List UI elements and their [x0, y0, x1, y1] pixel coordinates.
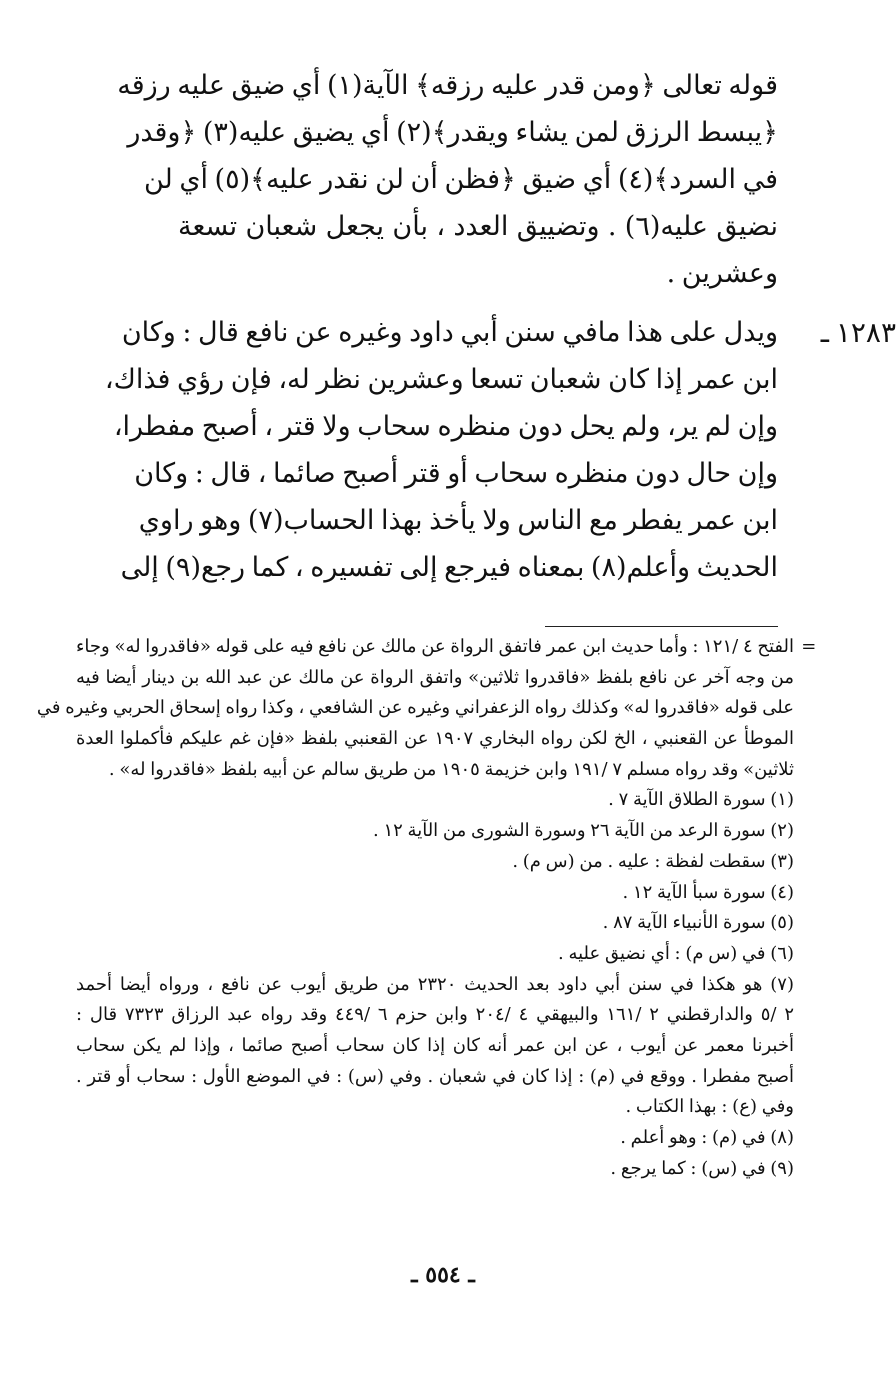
main-line-1: قوله تعالى ﴿ومن قدر عليه رزقه﴾ الآية(١) أي ضيق عليه رزقه — [117, 70, 778, 101]
footnote-line-text: الفتح ٤ /١٢١ : وأما حديث ابن عمر فاتفق الرواة عن مالك عن نافع فيه على قوله «فاقدروا له» وجاء — [75, 636, 794, 657]
footnote-continuation-line-5: ثلاثين» وقد رواه مسلم ٧ /١٩١ وابن خزيمة ١٩٠٥ من طريق سالم عن أبيه بلفظ «فاقدروا له» . — [108, 758, 794, 780]
footnote-7-line-5: وفي (ع) : بهذا الكتاب . — [625, 1096, 794, 1118]
paragraph-1283-line-3: وإن لم ير، ولم يحل دون منظره سحاب ولا قتر ، أصبح مفطرا، — [113, 411, 778, 442]
footnote-9: (٩) في (س) : كما يرجع . — [610, 1157, 794, 1179]
main-line-3: في السرد﴾(٤) أي ضيق ﴿فظن أن لن نقدر عليه﴾(٥) أي لن — [143, 164, 778, 195]
footnote-7-line-4: أصبح مفطرا . ووقع في (م) : إذا كان في شعبان . وفي (س) : في الموضع الأول : سحاب أو قتر . — [76, 1065, 794, 1087]
main-text — [104, 62, 896, 591]
paragraph-1283-line-2: ابن عمر إذا كان شعبان تسعا وعشرين نظر له، فإن رؤي فذاك، — [104, 364, 778, 395]
paragraph-1283-line-6: الحديث وأعلم(٨) بمعناه فيرجع إلى تفسيره ، كما رجع(٩) إلى — [120, 552, 778, 583]
footnotes — [36, 632, 816, 1184]
footnote-5: (٥) سورة الأنبياء الآية ٨٧ . — [602, 912, 794, 934]
footnote-7-line-1: (٧) هو هكذا في سنن أبي داود بعد الحديث ٢٣٢٠ من طريق أيوب عن نافع ، ورواه أيضا أحمد — [76, 973, 794, 995]
footnote-6: (٦) في (س م) : أي نضيق عليه . — [558, 942, 794, 964]
footnote-separator — [545, 626, 778, 627]
footnote-continuation-line-2: من وجه آخر عن نافع بلفظ «فاقدروا ثلاثين» واتفق الرواة عن مالك عن عبد الله بن دينار أيضا فيه — [76, 666, 795, 688]
footnote-1: (١) سورة الطلاق الآية ٧ . — [608, 789, 794, 811]
paragraph-number: ١٢٨٣ ـ — [820, 316, 896, 349]
footnote-4: (٤) سورة سبأ الآية ١٢ . — [622, 881, 794, 903]
main-line-5: وعشرين . — [666, 258, 778, 289]
footnote-3: (٣) سقطت لفظة : عليه . من (س م) . — [512, 850, 794, 872]
footnote-continuation-line-1 — [75, 632, 816, 663]
main-line-4: نضيق عليه(٦) . وتضييق العدد ، بأن يجعل شعبان تسعة — [178, 211, 778, 242]
footnote-continuation-line-3: على قوله «فاقدروا له» وكذلك رواه الزعفراني وغيره عن الشافعي ، وكذا رواه إسحاق الحربي وغيره في — [36, 697, 794, 719]
paragraph-1283-line-1 — [121, 309, 896, 356]
paragraph-1283-line-5: ابن عمر يفطر مع الناس ولا يأخذ بهذا الحساب(٧) وهو راوي — [138, 505, 778, 536]
main-line-2: ﴿يبسط الرزق لمن يشاء ويقدر﴾(٢) أي يضيق عليه(٣) ﴿وقدر — [127, 117, 778, 148]
paragraph-1283-line-4: وإن حال دون منظره سحاب أو قتر أصبح صائما ، قال : وكان — [134, 458, 778, 489]
page-number: ـ ٥٥٤ ـ — [411, 1262, 475, 1288]
footnote-7-line-3: أخبرنا معمر عن أيوب ، عن ابن عمر أنه كان إذا كان سحاب أصبح صائما ، وإذا لم يكن سحاب — [76, 1034, 794, 1056]
paragraph-line-text: ويدل على هذا مافي سنن أبي داود وغيره عن نافع قال : وكان — [121, 317, 778, 348]
footnote-2: (٢) سورة الرعد من الآية ٢٦ وسورة الشورى من الآية ١٢ . — [373, 820, 794, 842]
continuation-mark: = — [801, 636, 816, 657]
footnote-7-line-2: ٢ /٥ والدارقطني ٢ /١٦١ والبيهقي ٤ /٢٠٤ وابن حزم ٦ /٤٤٩ وقد رواه عبد الرزاق ٧٣٢٣ قال : — [76, 1004, 794, 1026]
footnote-continuation-line-4: الموطأ عن القعنبي ، الخ لكن رواه البخاري ١٩٠٧ عن القعنبي بلفظ «فإن غم عليكم فأكملوا العدة — [76, 728, 794, 750]
footnote-8: (٨) في (م) : وهو أعلم . — [620, 1127, 794, 1148]
